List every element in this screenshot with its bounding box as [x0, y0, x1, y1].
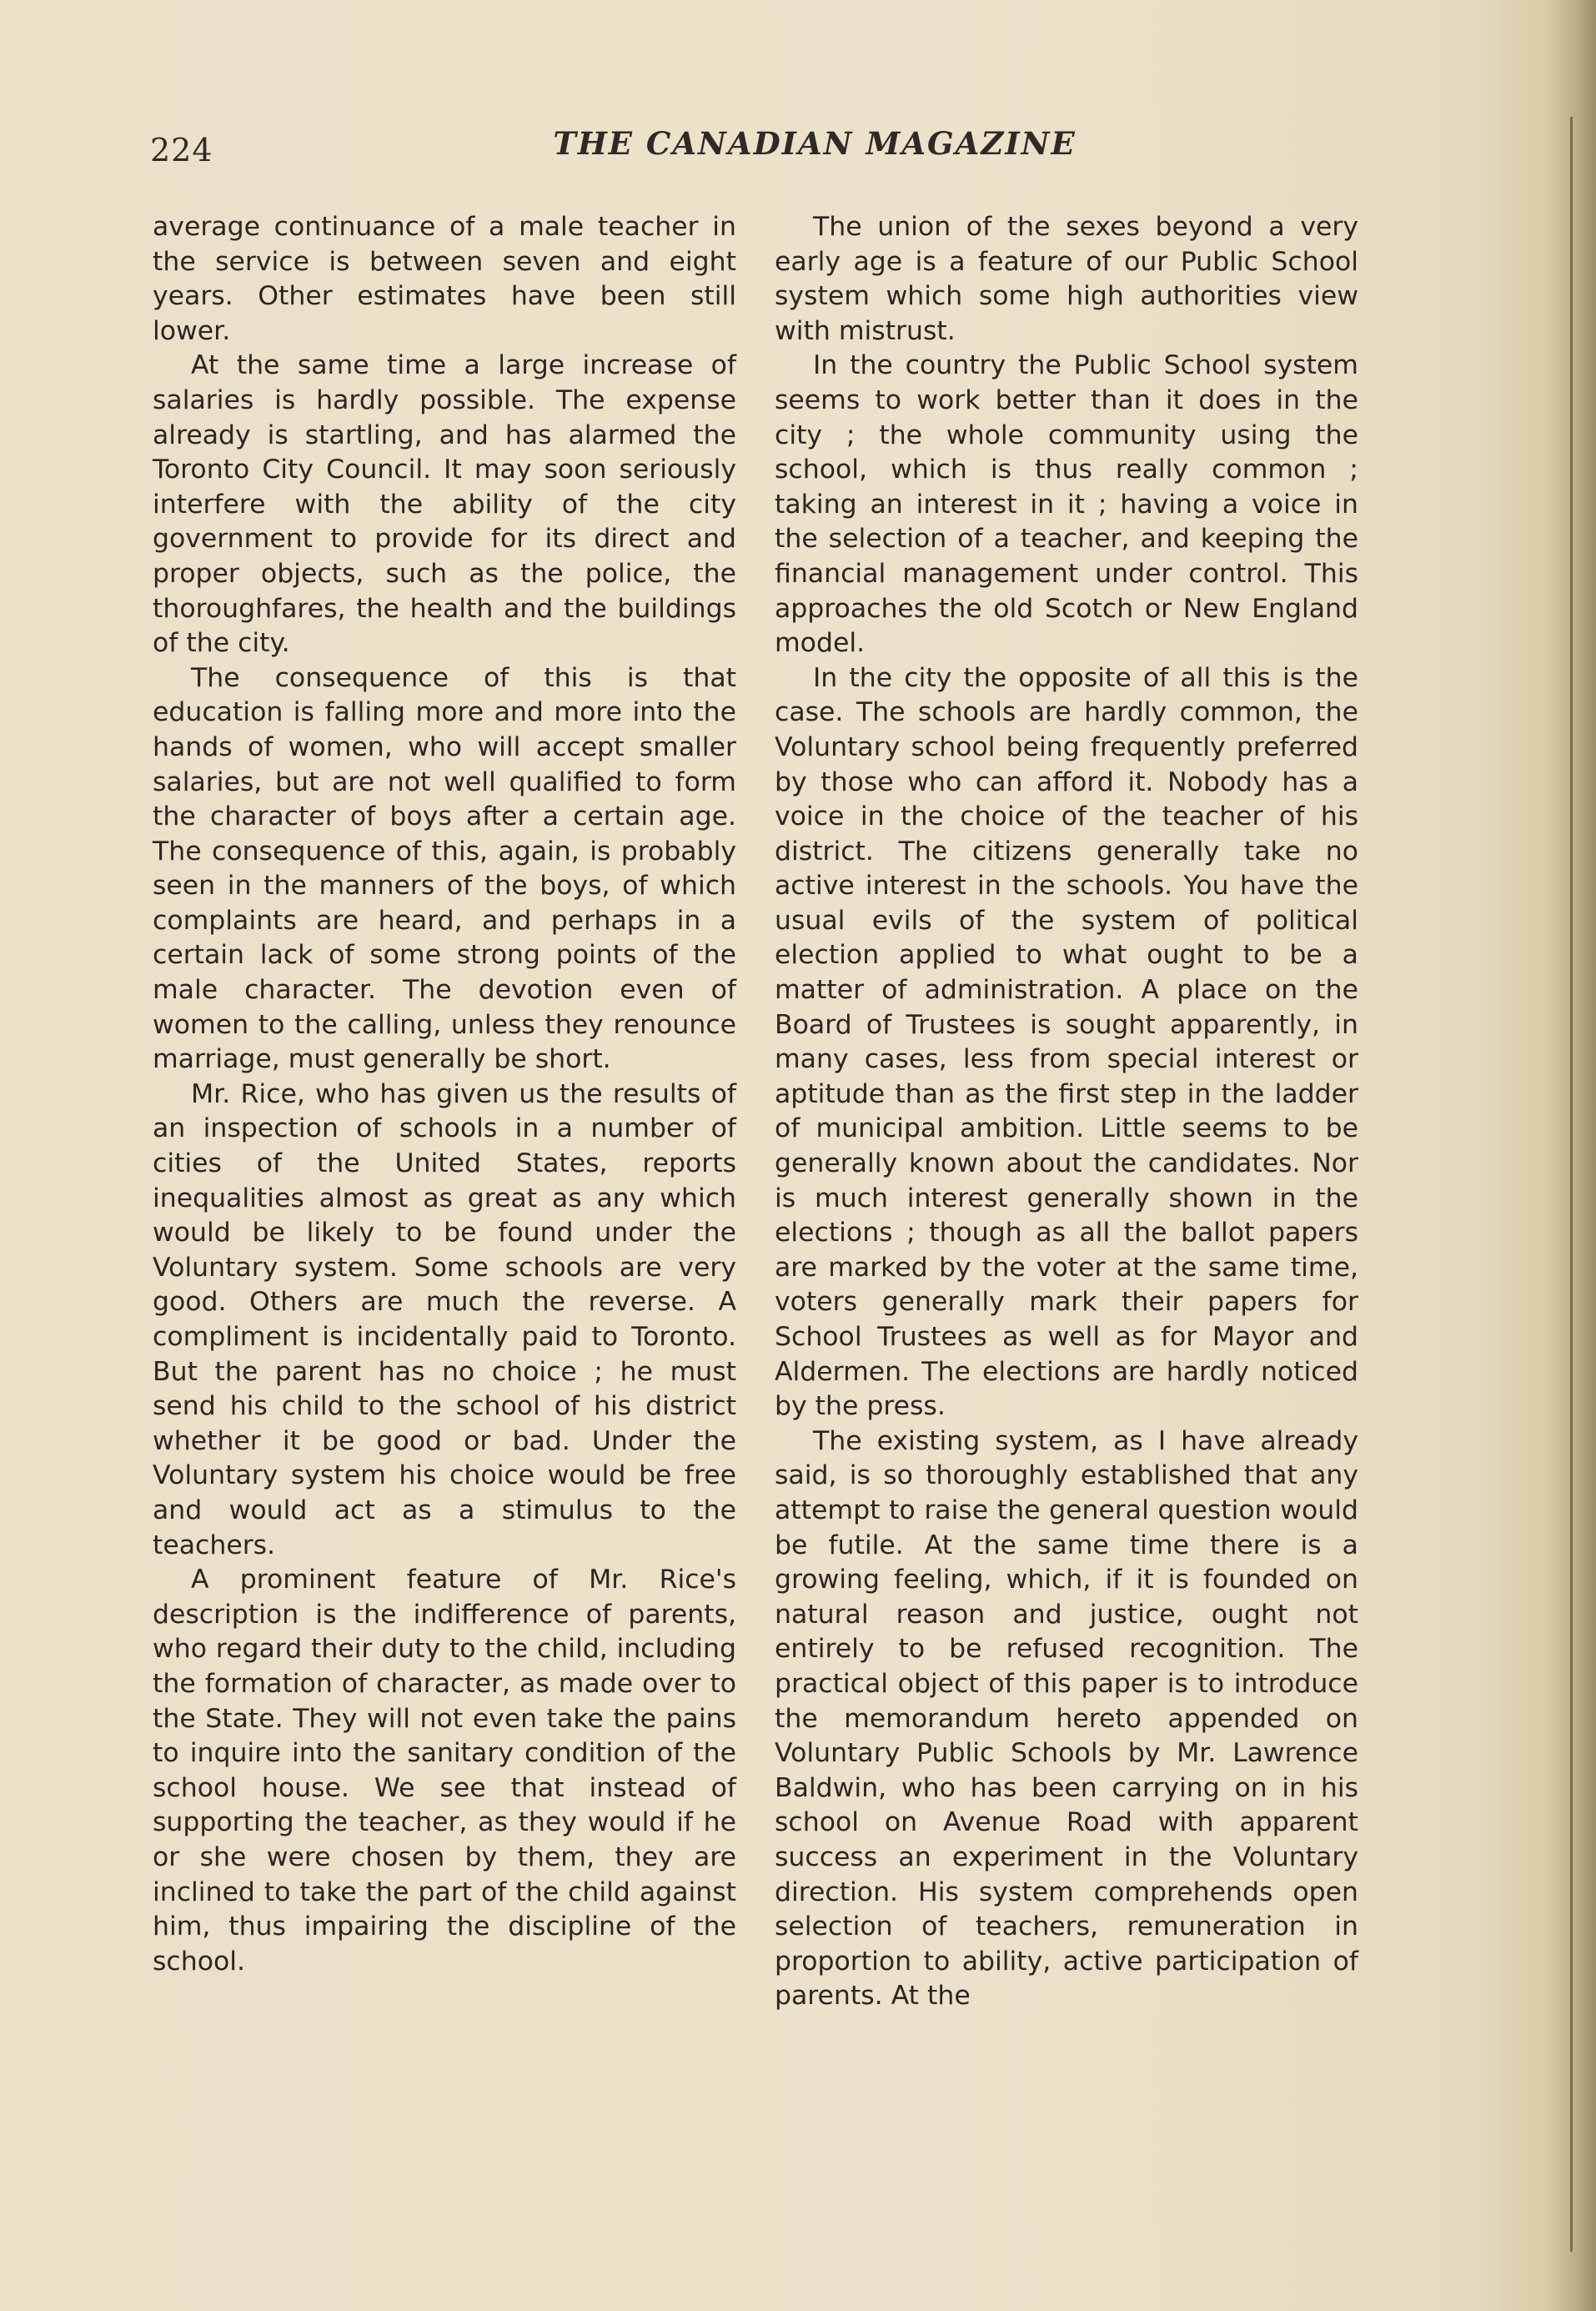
page-number: 224 — [150, 132, 213, 168]
paragraph: At the same time a large increase of salaries is hardly possible. The expense already is startling, and has alarmed the Toronto City Council. It may soon seriously interfere with the ability of the city government to provide for its direct and proper objects, such as the police, the thoroughfares, the health and the buildings of the city. — [153, 350, 736, 659]
paragraph: A prominent feature of Mr. Rice's description is the indifference of parents, who regard their duty to the child, including the formation of character, as made over to the State. They will not even take the pains to inquire into the sanitary condition of the school house. We see that instead of supporting the teacher, as they would if he or she were chosen by them, they are inclined to take the part of the child against him, thus impairing the discipline of the school. — [153, 1565, 736, 1977]
paragraph: The existing system, as I have already said, is so thoroughly established that any attempt to raise the general question would be futile. At the same time there is a growing feeling, which, if it is founded on natural reason and justice, ought not entirely to be refused recognition. The practical object of this paper is to introduce the memorandum hereto appended on Voluntary Public Schools by Mr. Lawrence Baldwin, who has been carrying on in his school on Avenue Road with apparent success an experiment in the Voluntary direction. His system comprehends open selection of teachers, remuneration in proportion to ability, active participation of parents. At the — [775, 1425, 1358, 2012]
paragraph: Mr. Rice, who has given us the results of an inspection of schools in a number of cities of the United States, reports inequalities almost as great as any which would be likely to be found under the Voluntary system. Some schools are very good. Others are much the reverse. A compliment is incidentally paid to Toronto. But the parent has no choice ; he must send his child to the school of his district whether it be good or bad. Under the Voluntary system his choice would be free and would act as a stimulus to the teachers. — [153, 1078, 736, 1560]
paragraph: In the city the opposite of all this is the case. The schools are hardly common, the Voluntary school being frequently preferred by those who can afford it. Nobody has a voice in the choice of the teacher of his district. The citizens generally take no active interest in the schools. You have the usual evils of the system of political election applied to what ought to be a matter of administration. A place on the Board of Trustees is sought apparently, in many cases, less from special interest or aptitude than as the first step in the ladder of municipal ambition. Little seems to be generally known about the candidates. Nor is much interest generally shown in the elections ; though as all the ballot papers are marked by the voter at the same time, voters generally mark their papers for School Trustees as well as for Mayor and Aldermen. The elections are hardly noticed by the press. — [775, 662, 1358, 1422]
left-column — [153, 210, 736, 1979]
right-column — [775, 210, 1358, 2014]
paragraph: The consequence of this is that education is falling more and more into the hands of women, who will accept smaller salaries, but are not well qualified to form the character of boys after a certain age. The consequence of this, again, is probably seen in the manners of the boys, of which complaints are heard, and perhaps in a certain lack of some strong points of the male character. The devotion even of women to the calling, unless they renounce marriage, must generally be short. — [153, 662, 736, 1075]
paragraph: average continuance of a male teacher in the service is between seven and eight years. Other estimates have been still lower. — [153, 212, 736, 346]
running-head: THE CANADIAN MAGAZINE — [553, 125, 1077, 162]
paragraph: The union of the sexes beyond a very early age is a feature of our Public School system which some high authorities view with mistrust. — [775, 212, 1358, 346]
binding-edge — [1570, 117, 1573, 2252]
paragraph: In the country the Public School system seems to work better than it does in the city ; the whole community using the school, which is thus really common ; taking an interest in it ; having a voice in the selection of a teacher, and keeping the financial management under control. This approaches the old Scotch or New England model. — [775, 350, 1358, 659]
